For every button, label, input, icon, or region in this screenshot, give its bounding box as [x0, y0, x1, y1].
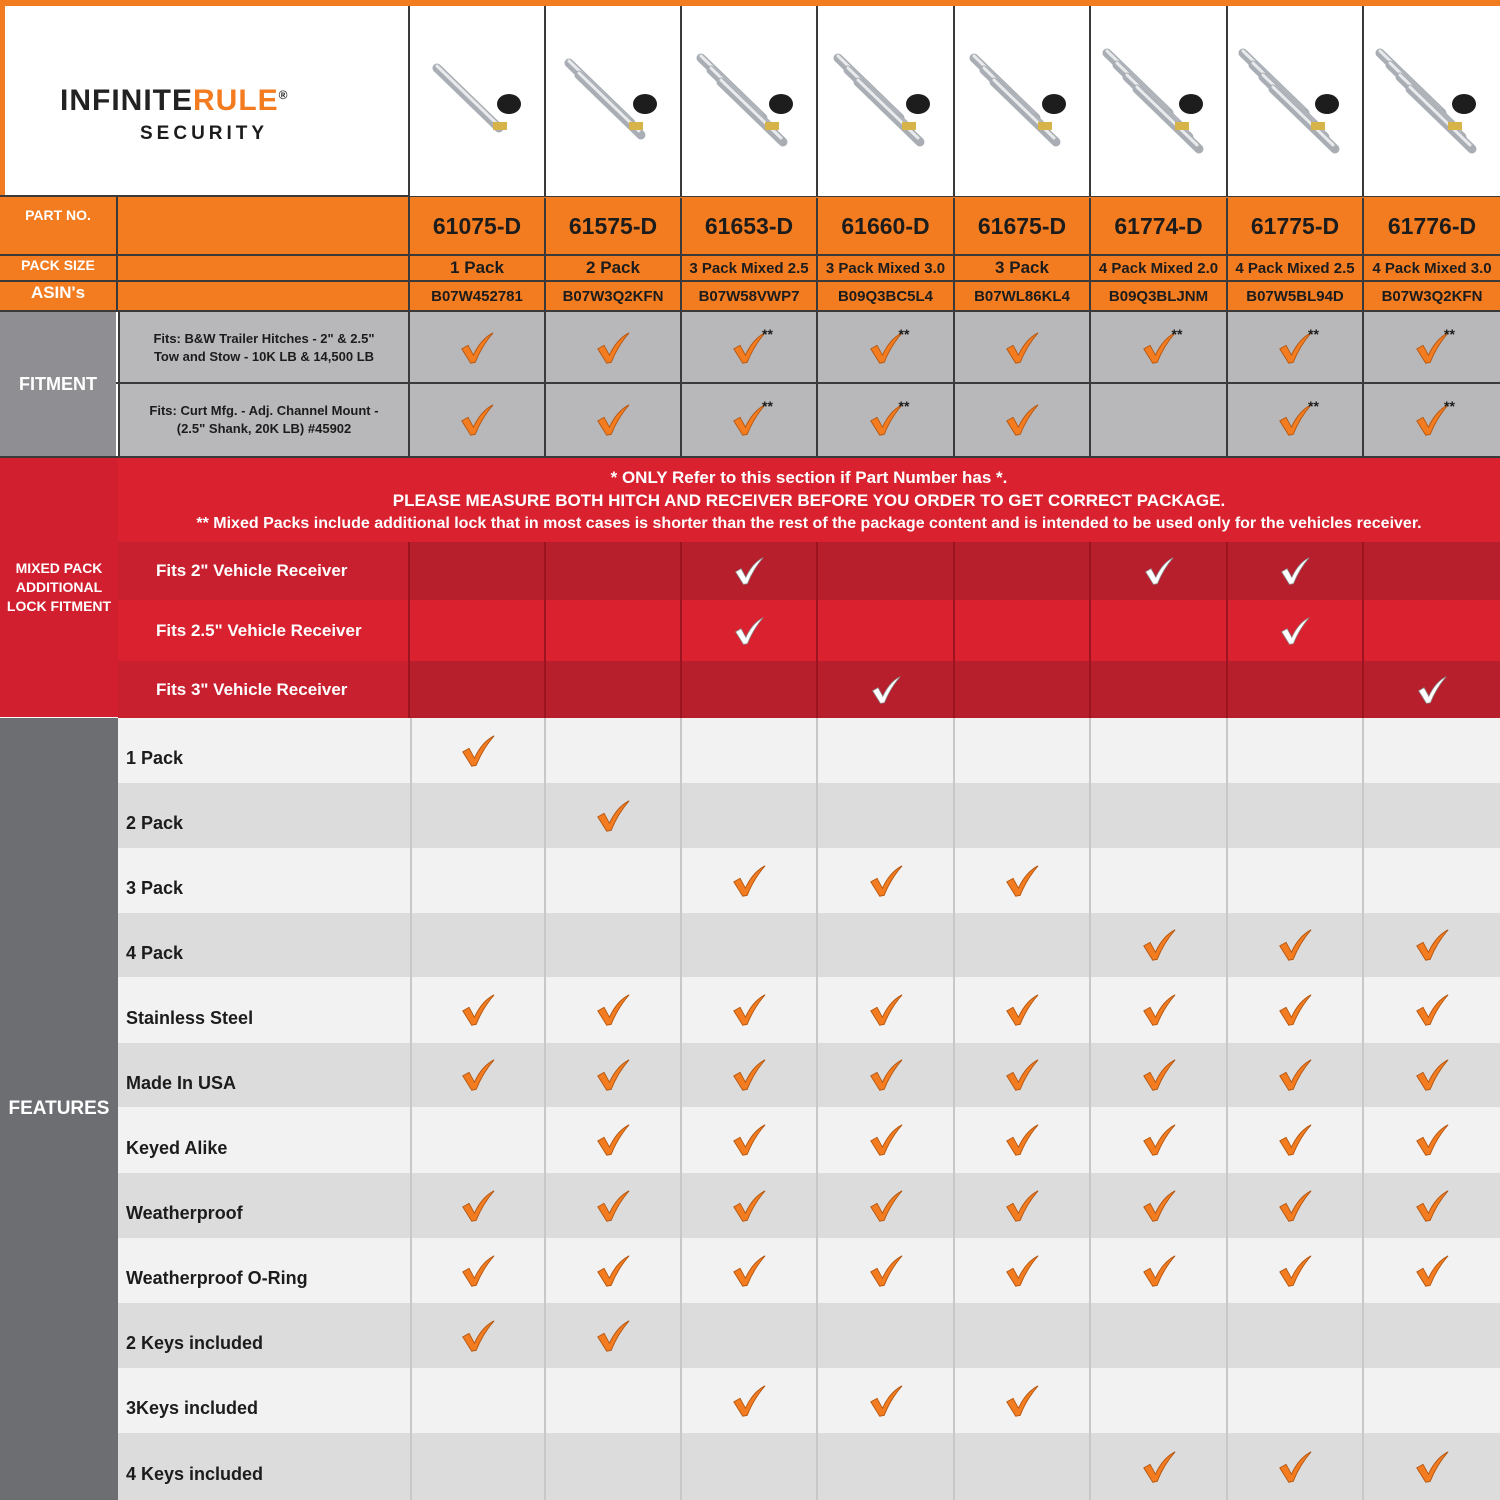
check-icon: [1141, 928, 1177, 962]
check-icon: [1004, 1384, 1040, 1418]
mixed-pack-note: [118, 458, 1500, 542]
double-star-mark: **: [898, 325, 910, 342]
check-icon: [1414, 1189, 1450, 1223]
brand-name-part1: INFINITE: [60, 84, 193, 117]
feature-check-cell: [818, 1368, 955, 1433]
feature-check-cell: [955, 1043, 1091, 1107]
asin: B07W3Q2KFN: [1381, 287, 1483, 305]
fitment-check-cell: [1364, 384, 1500, 456]
feature-check-cell: [955, 1433, 1091, 1500]
feature-check-cell: [1364, 783, 1500, 848]
receiver-fit-cell: [1091, 600, 1228, 661]
feature-check-cell: [1091, 1368, 1228, 1433]
features-label: FEATURES: [8, 1098, 110, 1119]
product-image-cell: [1091, 6, 1228, 196]
feature-check-cell: [410, 1043, 546, 1107]
check-icon: [1414, 1123, 1450, 1157]
check-icon: [731, 1254, 767, 1288]
feature-check-cell: [1228, 1173, 1364, 1238]
feature-check-cell: [682, 1303, 818, 1368]
check-icon: [1277, 993, 1313, 1027]
feature-check-cell: [1364, 1173, 1500, 1238]
feature-check-cell: [1364, 913, 1500, 977]
check-icon: [868, 1254, 904, 1288]
feature-check-cell: [955, 1107, 1091, 1173]
receiver-fit-cell: [1228, 661, 1364, 718]
feature-check-cell: [1228, 1368, 1364, 1433]
check-icon: [1414, 993, 1450, 1027]
receiver-fit-cell: [1364, 661, 1500, 718]
feature-check-cell: [546, 783, 682, 848]
receiver-fit-cell: [410, 661, 546, 718]
feature-check-cell: [546, 977, 682, 1043]
check-icon: [1141, 1254, 1177, 1288]
feature-check-cell: [546, 1107, 682, 1173]
note-line-1: * ONLY Refer to this section if Part Number has *.: [610, 468, 1008, 487]
check-icon: [459, 331, 495, 365]
check-icon: [868, 864, 904, 898]
feature-check-cell: [410, 1107, 546, 1173]
check-icon: [1277, 1123, 1313, 1157]
hitch-pin-lock-image: [1099, 46, 1219, 156]
fitment-label-cell: [0, 311, 116, 457]
feature-check-cell: [1091, 1043, 1228, 1107]
feature-label: 3Keys included: [118, 1368, 410, 1433]
note-line-2: PLEASE MEASURE BOTH HITCH AND RECEIVER BEFORE YOU ORDER TO GET CORRECT PACKAGE.: [392, 491, 1226, 510]
feature-check-cell: [546, 1173, 682, 1238]
feature-check-cell: [682, 1043, 818, 1107]
feature-check-cell: [1364, 1368, 1500, 1433]
receiver-fit-cell: [546, 600, 682, 661]
receiver-fit-label: Fits 3" Vehicle Receiver: [118, 661, 410, 718]
receiver-fit-cell: [818, 600, 955, 661]
feature-check-cell: [818, 913, 955, 977]
feature-check-cell: [1364, 848, 1500, 913]
feature-label: Weatherproof: [118, 1173, 410, 1238]
pack-size: 3 Pack: [955, 256, 1091, 280]
check-icon: [1004, 331, 1040, 365]
fitment-check-cell: [546, 312, 682, 383]
feature-check-cell: [955, 1303, 1091, 1368]
pack-size: 3 Pack Mixed 2.5: [682, 256, 818, 280]
product-image-cell: [1364, 6, 1500, 196]
fitment-row-label: [118, 384, 410, 456]
receiver-fit-label: Fits 2.5" Vehicle Receiver: [118, 600, 410, 661]
logo-panel: [5, 6, 410, 196]
check-icon: [460, 1058, 496, 1092]
check-icon: [1279, 616, 1311, 646]
check-icon: [460, 1189, 496, 1223]
feature-label: Stainless Steel: [118, 977, 410, 1043]
feature-check-cell: [410, 913, 546, 977]
check-icon: [1414, 1254, 1450, 1288]
feature-label: 2 Keys included: [118, 1303, 410, 1368]
feature-check-cell: [546, 1043, 682, 1107]
receiver-fit-cell: [1091, 661, 1228, 718]
check-icon: [1004, 1254, 1040, 1288]
product-image-cell: [818, 6, 955, 196]
check-icon: [460, 1254, 496, 1288]
check-icon: [1414, 1058, 1450, 1092]
fitment-check-cell: [682, 312, 818, 383]
feature-check-cell: [1091, 848, 1228, 913]
hitch-pin-lock-image: [1235, 46, 1355, 156]
check-icon: [731, 1384, 767, 1418]
mixed-pack-label: MIXED PACK ADDITIONAL LOCK FITMENT: [6, 560, 112, 614]
fitment-check-cell: [955, 384, 1091, 456]
feature-check-cell: [1228, 783, 1364, 848]
feature-label: 2 Pack: [118, 783, 410, 848]
feature-check-cell: [818, 1433, 955, 1500]
check-icon: [1277, 928, 1313, 962]
check-icon: [1004, 1058, 1040, 1092]
check-icon: [1004, 403, 1040, 437]
asin: B07WL86KL4: [955, 282, 1091, 310]
hitch-pin-lock-image: [553, 46, 673, 156]
check-icon: [1004, 993, 1040, 1027]
receiver-fit-cell: [1228, 542, 1364, 600]
feature-check-cell: [955, 848, 1091, 913]
check-icon: [595, 1123, 631, 1157]
product-image-cell: [546, 6, 682, 196]
check-icon: [731, 1123, 767, 1157]
feature-check-cell: [818, 1238, 955, 1303]
feature-check-cell: [1091, 783, 1228, 848]
asins-label: ASIN's: [30, 283, 86, 302]
check-icon: [870, 675, 902, 705]
feature-check-cell: [682, 1238, 818, 1303]
feature-check-cell: [410, 718, 546, 783]
check-icon: [731, 1058, 767, 1092]
feature-label: 1 Pack: [118, 718, 410, 783]
feature-check-cell: [682, 1173, 818, 1238]
product-image-cell: [955, 6, 1091, 196]
brand-name-part2: RULE: [193, 84, 279, 117]
double-star-mark: **: [762, 325, 773, 342]
fitment-check-cell: [1228, 312, 1364, 383]
feature-check-cell: [1364, 1238, 1500, 1303]
feature-check-cell: [1091, 1107, 1228, 1173]
asin: B07W58VWP7: [682, 282, 818, 310]
part-number: 61775-D: [1228, 198, 1364, 254]
check-icon: [731, 1189, 767, 1223]
feature-check-cell: [818, 1303, 955, 1368]
receiver-fit-cell: [1364, 542, 1500, 600]
feature-check-cell: [955, 977, 1091, 1043]
check-icon: [460, 993, 496, 1027]
feature-check-cell: [1228, 1043, 1364, 1107]
pack-size: 4 Pack Mixed 3.0: [1372, 259, 1492, 277]
feature-label: Made In USA: [118, 1043, 410, 1107]
part-number: 61075-D: [410, 198, 546, 254]
check-icon: [731, 993, 767, 1027]
pack-size: 2 Pack: [546, 256, 682, 280]
check-icon: [460, 1319, 496, 1353]
check-icon: [595, 331, 631, 365]
check-icon: [1141, 1123, 1177, 1157]
feature-label: 4 Pack: [118, 913, 410, 977]
fitment-label: FITMENT: [19, 373, 97, 394]
feature-check-cell: [410, 1303, 546, 1368]
asin: B07W452781: [410, 282, 546, 310]
check-icon: [868, 1058, 904, 1092]
feature-check-cell: [546, 1238, 682, 1303]
feature-check-cell: [818, 1043, 955, 1107]
feature-check-cell: [410, 977, 546, 1043]
receiver-fit-cell: [818, 542, 955, 600]
feature-label: 3 Pack: [118, 848, 410, 913]
asin: B07W3Q2KFN: [546, 282, 682, 310]
part-number: 61575-D: [546, 198, 682, 254]
hitch-pin-lock-image: [417, 46, 537, 156]
hitch-pin-lock-image: [962, 46, 1082, 156]
double-star-mark: **: [1308, 325, 1319, 342]
fitment-check-cell: [955, 312, 1091, 383]
feature-check-cell: [546, 848, 682, 913]
feature-check-cell: [682, 848, 818, 913]
receiver-fit-cell: [955, 542, 1091, 600]
feature-check-cell: [1364, 1043, 1500, 1107]
fitment-check-cell: [1364, 312, 1500, 383]
feature-check-cell: [1091, 718, 1228, 783]
product-image-cell: [1228, 6, 1364, 196]
check-icon: [868, 1189, 904, 1223]
feature-check-cell: [682, 977, 818, 1043]
feature-check-cell: [955, 718, 1091, 783]
feature-check-cell: [1091, 1433, 1228, 1500]
check-icon: [1004, 1189, 1040, 1223]
feature-check-cell: [1091, 1238, 1228, 1303]
receiver-fit-cell: [682, 542, 818, 600]
receiver-fit-cell: [682, 600, 818, 661]
check-icon: [1279, 556, 1311, 586]
feature-check-cell: [955, 913, 1091, 977]
check-icon: [868, 1384, 904, 1418]
part-number: 61653-D: [682, 198, 818, 254]
feature-check-cell: [955, 783, 1091, 848]
feature-check-cell: [1228, 1238, 1364, 1303]
fitment-check-cell: [818, 312, 955, 383]
feature-check-cell: [1364, 977, 1500, 1043]
check-icon: [733, 556, 765, 586]
pack-size: 4 Pack Mixed 2.0: [1091, 256, 1228, 280]
feature-check-cell: [546, 913, 682, 977]
feature-check-cell: [410, 848, 546, 913]
fitment-check-cell: [1091, 384, 1228, 456]
check-icon: [1277, 1189, 1313, 1223]
check-icon: [731, 864, 767, 898]
check-icon: [459, 403, 495, 437]
feature-check-cell: [1091, 1173, 1228, 1238]
check-icon: [733, 616, 765, 646]
feature-check-cell: [546, 718, 682, 783]
check-icon: [1414, 1450, 1450, 1484]
fitment-label-line-1: Fits: Curt Mfg. - Adj. Channel Mount -: [149, 403, 379, 418]
pack-size: 1 Pack: [410, 256, 546, 280]
check-icon: [1004, 1123, 1040, 1157]
double-star-mark: **: [1171, 325, 1183, 342]
feature-check-cell: [1228, 848, 1364, 913]
divider: [116, 382, 1500, 384]
feature-check-cell: [955, 1368, 1091, 1433]
pack-size: 4 Pack Mixed 2.5: [1228, 256, 1364, 280]
fitment-label-line-2: Tow and Stow - 10K LB & 14,500 LB: [153, 348, 375, 364]
check-icon: [1416, 675, 1448, 705]
registered-mark: ®: [278, 88, 289, 102]
double-star-mark: **: [762, 398, 773, 414]
feature-check-cell: [1228, 1303, 1364, 1368]
check-icon: [868, 1123, 904, 1157]
receiver-fit-cell: [410, 542, 546, 600]
note-line-3: ** Mixed Packs include additional lock that in most cases is shorter than the rest of the package content and is intended to be used only for the vehicles receiver.: [196, 515, 1422, 532]
feature-check-cell: [546, 1433, 682, 1500]
feature-check-cell: [1228, 1107, 1364, 1173]
fitment-label-line-1: Fits: B&W Trailer Hitches - 2" & 2.5": [153, 330, 375, 346]
feature-check-cell: [818, 977, 955, 1043]
feature-check-cell: [955, 1173, 1091, 1238]
check-icon: [595, 1058, 631, 1092]
feature-check-cell: [1091, 1303, 1228, 1368]
feature-check-cell: [682, 718, 818, 783]
fitment-check-cell: [818, 384, 955, 456]
hitch-pin-lock-image: [689, 46, 809, 156]
receiver-fit-label: Fits 2" Vehicle Receiver: [118, 542, 410, 600]
feature-check-cell: [546, 1368, 682, 1433]
asin: B09Q3BLJNM: [1091, 282, 1228, 310]
double-star-mark: **: [898, 398, 910, 414]
check-icon: [1141, 1450, 1177, 1484]
check-icon: [1414, 928, 1450, 962]
check-icon: [595, 1319, 631, 1353]
feature-check-cell: [818, 1107, 955, 1173]
hitch-pin-lock-image: [826, 46, 946, 156]
fitment-check-cell: [546, 384, 682, 456]
double-star-mark: **: [1444, 398, 1455, 414]
receiver-fit-cell: [1091, 542, 1228, 600]
feature-check-cell: [818, 718, 955, 783]
brand-logo: [60, 84, 289, 118]
receiver-fit-cell: [682, 661, 818, 718]
check-icon: [1277, 1254, 1313, 1288]
check-icon: [1004, 864, 1040, 898]
receiver-fit-cell: [546, 542, 682, 600]
feature-check-cell: [955, 1238, 1091, 1303]
mixed-pack-label-cell: [0, 458, 118, 717]
check-icon: [1277, 1450, 1313, 1484]
feature-check-cell: [682, 783, 818, 848]
product-image-cell: [410, 6, 546, 196]
check-icon: [595, 1189, 631, 1223]
part-number: 61660-D: [818, 198, 955, 254]
fitment-check-cell: [410, 384, 546, 456]
receiver-fit-cell: [410, 600, 546, 661]
feature-check-cell: [1364, 1107, 1500, 1173]
feature-check-cell: [1228, 718, 1364, 783]
receiver-fit-cell: [1364, 600, 1500, 661]
feature-check-cell: [410, 783, 546, 848]
feature-check-cell: [1364, 718, 1500, 783]
pack-size: 3 Pack Mixed 3.0: [818, 256, 955, 280]
feature-label: Keyed Alike: [118, 1107, 410, 1173]
check-icon: [1277, 1058, 1313, 1092]
fitment-label-line-2: (2.5" Shank, 20K LB) #45902: [176, 421, 352, 436]
feature-check-cell: [410, 1238, 546, 1303]
check-icon: [868, 993, 904, 1027]
feature-label: Weatherproof O-Ring: [118, 1238, 410, 1303]
receiver-fit-cell: [955, 661, 1091, 718]
feature-check-cell: [682, 913, 818, 977]
receiver-fit-cell: [818, 661, 955, 718]
feature-check-cell: [410, 1433, 546, 1500]
feature-check-cell: [818, 848, 955, 913]
check-icon: [1141, 1189, 1177, 1223]
check-icon: [1143, 556, 1175, 586]
check-icon: [595, 993, 631, 1027]
feature-check-cell: [682, 1433, 818, 1500]
feature-check-cell: [1228, 913, 1364, 977]
fitment-row-label: [118, 312, 410, 383]
feature-check-cell: [1228, 1433, 1364, 1500]
fitment-check-cell: [1228, 384, 1364, 456]
fitment-check-cell: [1091, 312, 1228, 383]
feature-check-cell: [682, 1107, 818, 1173]
receiver-fit-cell: [955, 600, 1091, 661]
check-icon: [595, 799, 631, 833]
feature-label: 4 Keys included: [118, 1433, 410, 1500]
feature-check-cell: [1364, 1433, 1500, 1500]
feature-check-cell: [682, 1368, 818, 1433]
double-star-mark: **: [1444, 325, 1455, 342]
asin: B07W5BL94D: [1228, 282, 1364, 310]
part-number: 61774-D: [1091, 198, 1228, 254]
feature-check-cell: [1364, 1303, 1500, 1368]
check-icon: [1141, 993, 1177, 1027]
feature-check-cell: [818, 1173, 955, 1238]
feature-check-cell: [818, 783, 955, 848]
feature-check-cell: [546, 1303, 682, 1368]
receiver-fit-cell: [546, 661, 682, 718]
brand-subtitle: SECURITY: [140, 123, 269, 144]
fitment-check-cell: [410, 312, 546, 383]
double-star-mark: **: [1308, 398, 1319, 414]
feature-check-cell: [410, 1368, 546, 1433]
receiver-fit-cell: [1228, 600, 1364, 661]
part-number: 61776-D: [1387, 212, 1477, 239]
feature-check-cell: [1091, 913, 1228, 977]
feature-check-cell: [410, 1173, 546, 1238]
pack-size-label: PACK SIZE: [21, 257, 95, 273]
asin: B09Q3BC5L4: [818, 282, 955, 310]
feature-check-cell: [1091, 977, 1228, 1043]
features-label-cell: [0, 718, 118, 1500]
check-icon: [1141, 1058, 1177, 1092]
part-number: 61675-D: [955, 198, 1091, 254]
check-icon: [460, 734, 496, 768]
feature-check-cell: [1228, 977, 1364, 1043]
fitment-check-cell: [682, 384, 818, 456]
check-icon: [595, 403, 631, 437]
product-image-cell: [682, 6, 818, 196]
part-no-label: PART NO.: [25, 207, 91, 223]
hitch-pin-lock-image: [1372, 46, 1492, 156]
check-icon: [595, 1254, 631, 1288]
